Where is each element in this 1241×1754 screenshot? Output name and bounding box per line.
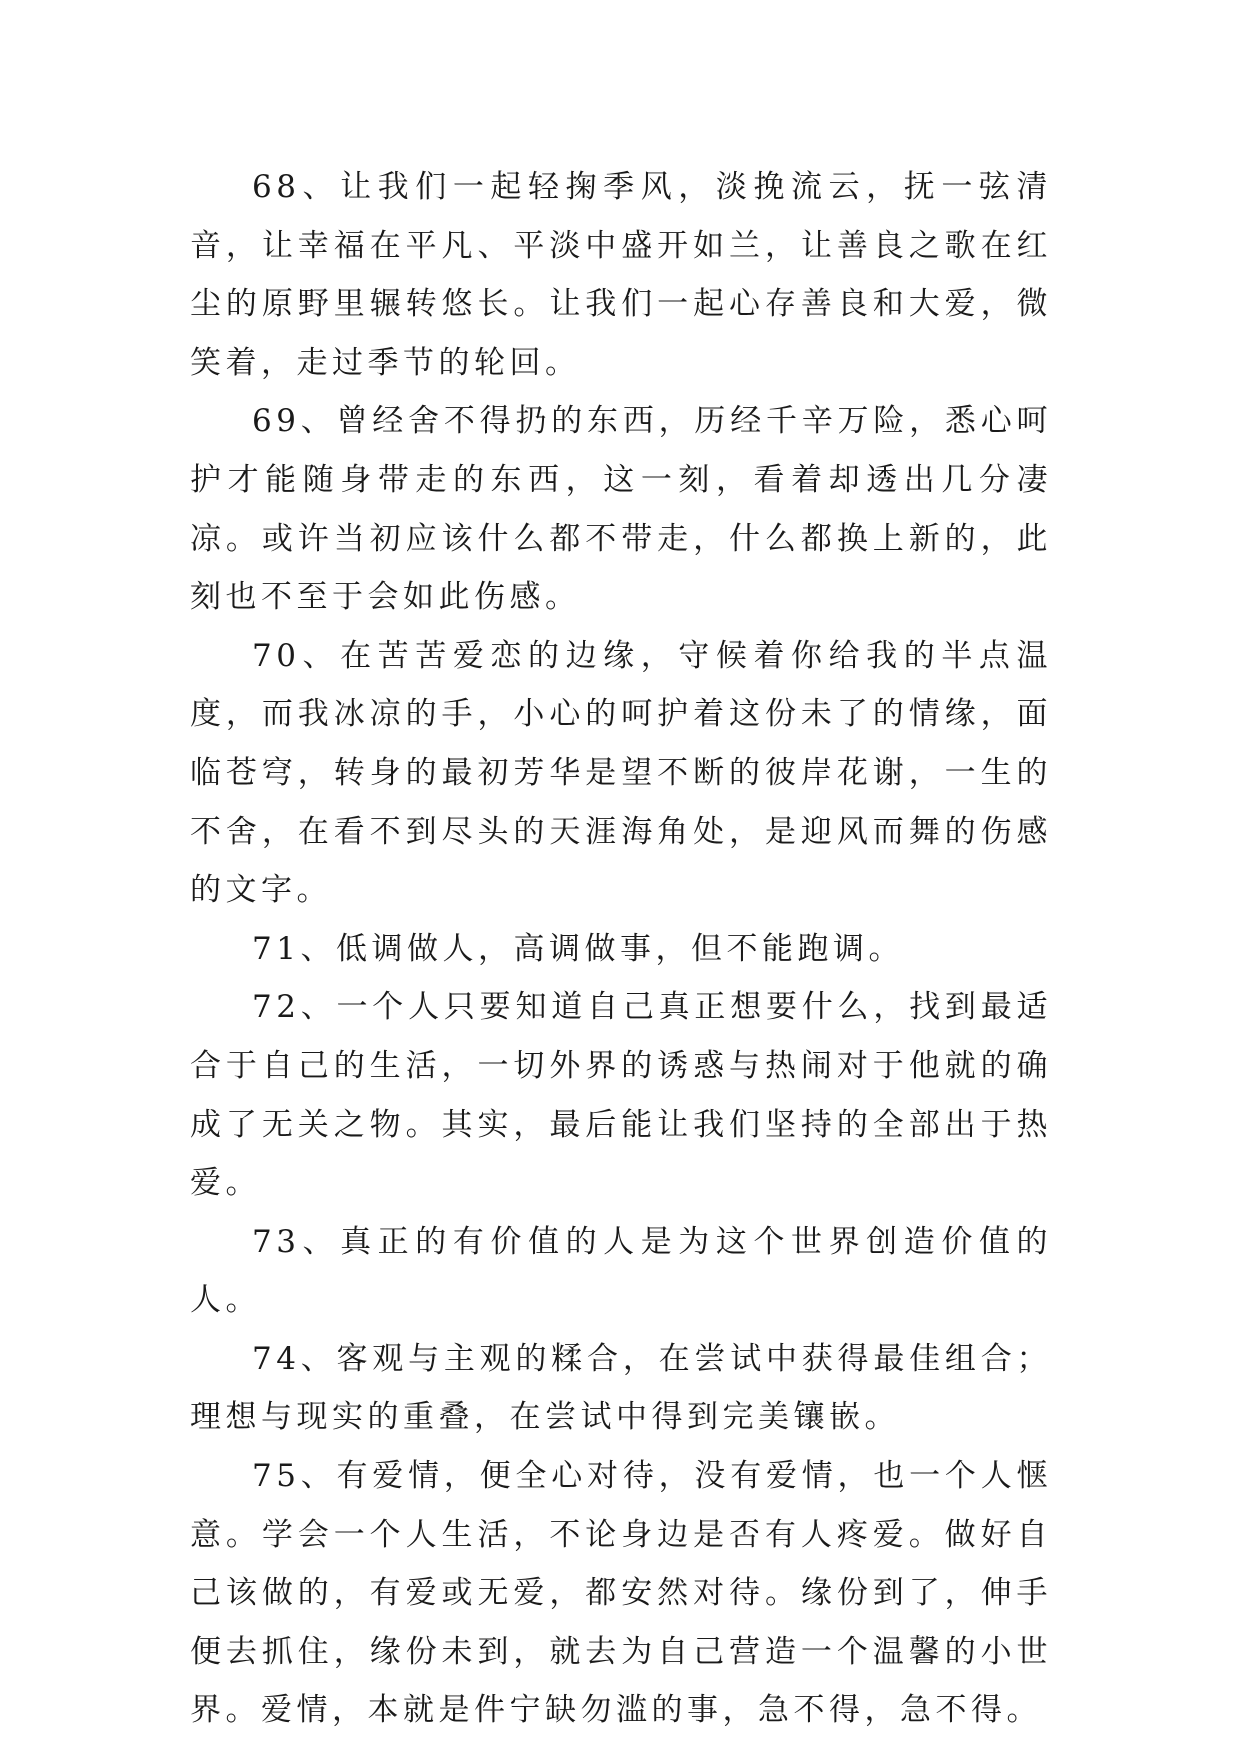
paragraph-75: 75、有爱情，便全心对待，没有爱情，也一个人惬意。学会一个人生活，不论身边是否有人疼爱。做好自己该做的，有爱或无爱，都安然对待。缘份到了，伸手便去抓住，缘份未到，就去为自己营造一个温馨的小世界。爱情，本就是件宁缺勿滥的事，急不得，急不得。 <box>190 1458 1052 1729</box>
paragraph-68: 68、让我们一起轻掬季风，淡挽流云，抚一弦清音，让幸福在平凡、平淡中盛开如兰，让善良之歌在红尘的原野里辗转悠长。让我们一起心存善良和大爱，微笑着，走过季节的轮回。 <box>190 169 1052 381</box>
paragraph-70: 70、在苦苦爱恋的边缘，守候着你给我的半点温度，而我冰凉的手，小心的呵护着这份未了的情缘，面临苍穹，转身的最初芳华是望不断的彼岸花谢，一生的不舍，在看不到尽头的天涯海角处，是迎风而舞的伤感的文字。 <box>190 637 1052 909</box>
paragraph-69: 69、曾经舍不得扔的东西，历经千辛万险，悉心呵护才能随身带走的东西，这一刻，看着却透出几分凄凉。或许当初应该什么都不带走，什么都换上新的，此刻也不至于会如此伤感。 <box>190 403 1052 616</box>
paragraph-73: 73、真正的有价值的人是为这个世界创造价值的人。 <box>190 1223 1052 1319</box>
paragraph-72: 72、一个人只要知道自己真正想要什么，找到最适合于自己的生活，一切外界的诱惑与热闹对于他就的确成了无关之物。其实，最后能让我们坚持的全部出于热爱。 <box>190 989 1052 1202</box>
document-body <box>190 158 1052 1740</box>
paragraph-71: 71、低调做人，高调做事，但不能跑调。 <box>252 930 904 967</box>
paragraph-74: 74、客观与主观的糅合，在尝试中获得最佳组合；理想与现实的重叠，在尝试中得到完美镶嵌。 <box>190 1340 1052 1436</box>
